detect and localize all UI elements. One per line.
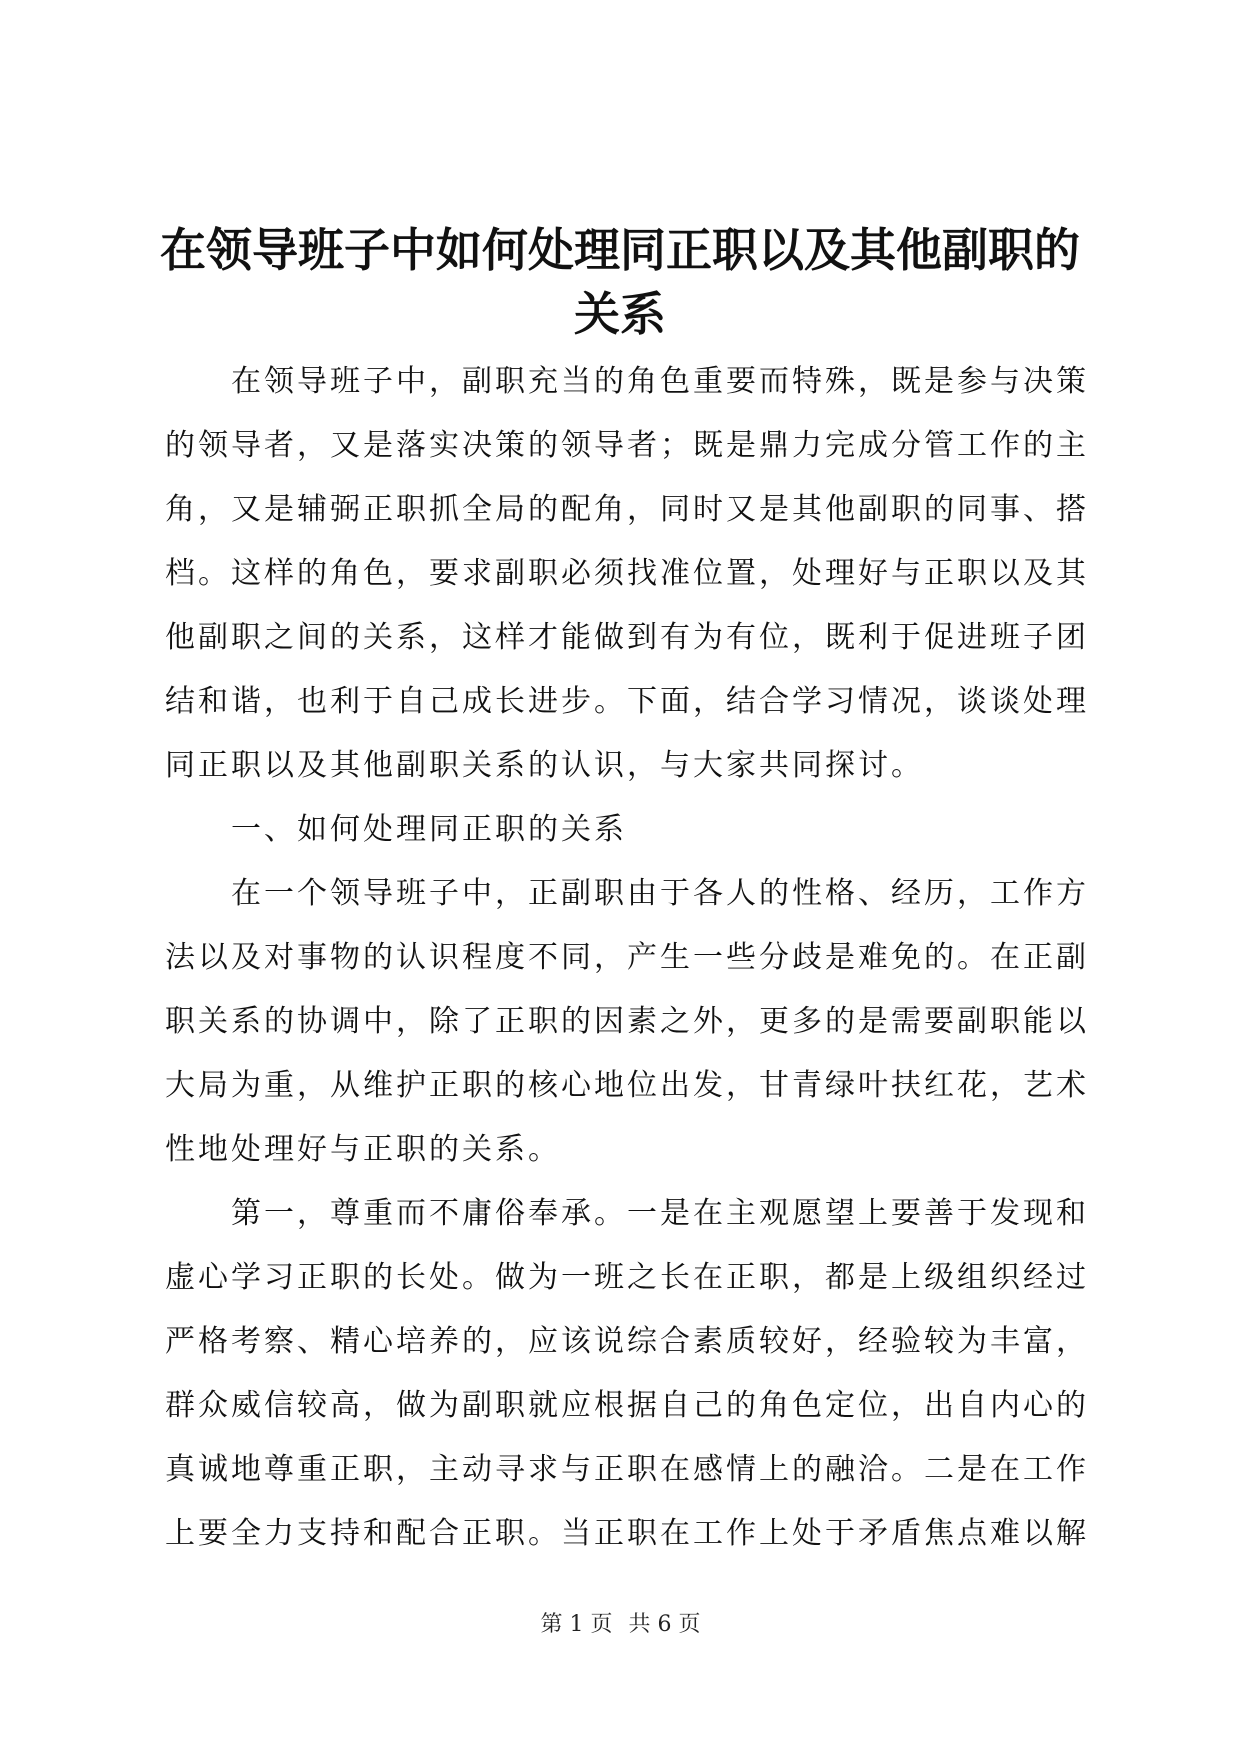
title-line-2: 关系	[574, 287, 666, 341]
body-line: 真诚地尊重正职，主动寻求与正职在感情上的融洽。二是在工作	[165, 1452, 1089, 1487]
body-line: 性地处理好与正职的关系。	[165, 1132, 561, 1167]
section-heading-1	[165, 798, 1070, 862]
body-line: 在一个领导班子中，正副职由于各人的性格、经历，工作方	[231, 876, 1089, 911]
paragraph-point-1	[165, 1182, 1089, 1566]
body-line: 角，又是辅弼正职抓全局的配角，同时又是其他副职的同事、搭	[165, 492, 1089, 527]
body-line: 第一，尊重而不庸俗奉承。一是在主观愿望上要善于发现和	[231, 1196, 1089, 1231]
paragraph-intro	[165, 350, 1089, 798]
document-body	[165, 350, 1089, 1566]
body-line: 档。这样的角色，要求副职必须找准位置，处理好与正职以及其	[165, 556, 1089, 591]
page-footer	[0, 1610, 1241, 1640]
page-number-total: 共 6 页	[628, 1612, 701, 1637]
body-line: 大局为重，从维护正职的核心地位出发，甘青绿叶扶红花，艺术	[165, 1068, 1089, 1103]
body-line: 严格考察、精心培养的，应该说综合素质较好，经验较为丰富，	[165, 1324, 1089, 1359]
body-line: 法以及对事物的认识程度不同，产生一些分歧是难免的。在正副	[165, 940, 1089, 975]
body-line: 虚心学习正职的长处。做为一班之长在正职，都是上级组织经过	[165, 1260, 1089, 1295]
body-line: 的领导者，又是落实决策的领导者；既是鼎力完成分管工作的主	[165, 428, 1089, 463]
body-line: 结和谐，也利于自己成长进步。下面，结合学习情况，谈谈处理	[165, 684, 1089, 719]
body-line: 职关系的协调中，除了正职的因素之外，更多的是需要副职能以	[165, 1004, 1089, 1039]
body-line: 同正职以及其他副职关系的认识，与大家共同探讨。	[165, 748, 924, 783]
title-line-1: 在领导班子中如何处理同正职以及其他副职的	[160, 223, 1080, 277]
section-heading-text: 一、如何处理同正职的关系	[231, 812, 627, 847]
paragraph-section-1-intro	[165, 862, 1089, 1182]
body-line: 在领导班子中，副职充当的角色重要而特殊，既是参与决策	[231, 364, 1089, 399]
body-line: 群众威信较高，做为副职就应根据自己的角色定位，出自内心的	[165, 1388, 1089, 1423]
page-number-current: 第 1 页	[540, 1612, 613, 1637]
body-line: 上要全力支持和配合正职。当正职在工作上处于矛盾焦点难以解	[165, 1516, 1089, 1551]
body-line: 他副职之间的关系，这样才能做到有为有位，既利于促进班子团	[165, 620, 1089, 655]
document-title	[150, 218, 1090, 346]
